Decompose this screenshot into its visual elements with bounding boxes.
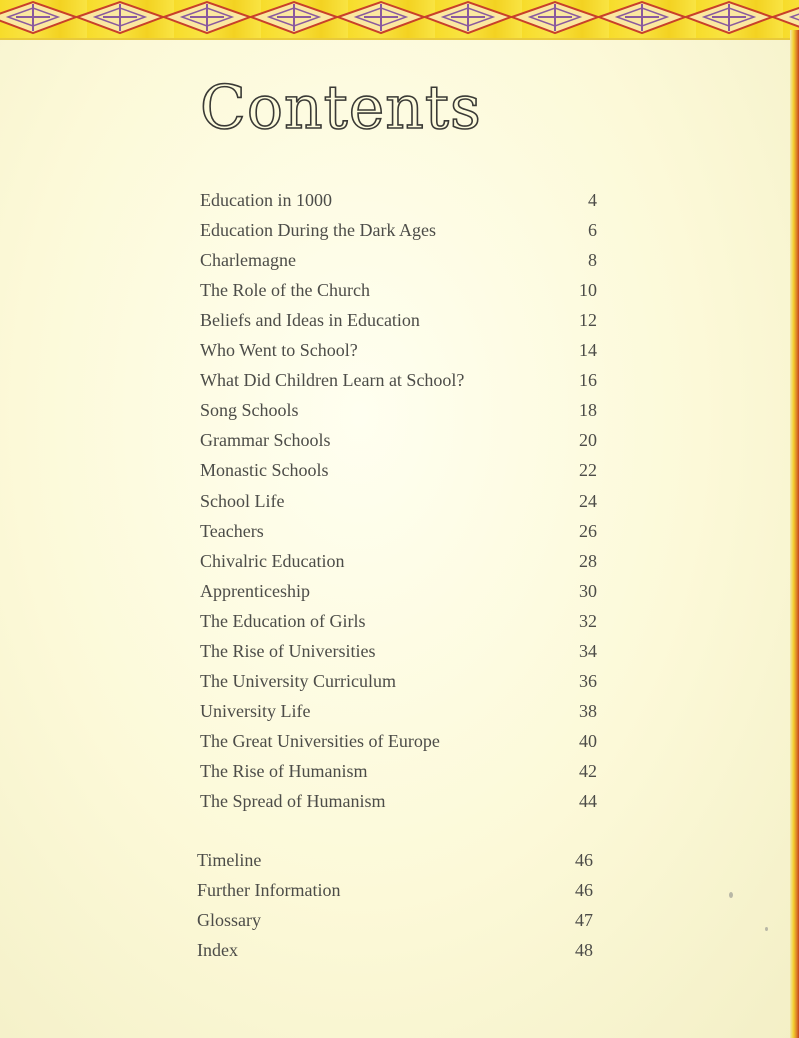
toc-entry-page: 12 bbox=[579, 310, 597, 331]
toc-entry-title: The Spread of Humanism bbox=[200, 791, 386, 811]
toc-entry bbox=[197, 937, 593, 963]
toc-entry-title: The Rise of Humanism bbox=[200, 760, 368, 781]
toc-entry bbox=[200, 457, 597, 483]
toc-entry-page: 30 bbox=[579, 580, 597, 601]
toc-entry-title: What Did Children Learn at School? bbox=[200, 370, 465, 391]
toc-entry-page: 36 bbox=[579, 670, 597, 691]
page-title: Contents bbox=[200, 73, 482, 143]
toc-entry-page: 44 bbox=[579, 791, 597, 811]
toc-entry-page: 40 bbox=[579, 730, 597, 751]
toc-entry bbox=[200, 367, 597, 393]
toc-entry-title: Timeline bbox=[197, 850, 262, 870]
toc-entry-page: 47 bbox=[575, 910, 593, 930]
toc-entry-page: 20 bbox=[579, 430, 597, 451]
toc-entry-page: 38 bbox=[579, 700, 597, 721]
toc-entry bbox=[200, 187, 597, 213]
toc-entry-page: 22 bbox=[579, 460, 597, 481]
toc-entry-title: University Life bbox=[200, 700, 311, 721]
toc-entry bbox=[200, 488, 597, 514]
toc-entry-page: 46 bbox=[575, 880, 593, 900]
toc-entry-page: 34 bbox=[579, 640, 597, 661]
toc-entry bbox=[200, 578, 597, 604]
toc-entry-page: 18 bbox=[579, 400, 597, 421]
toc-entry-page: 42 bbox=[579, 760, 597, 781]
toc-entry bbox=[200, 638, 597, 664]
paper-speck bbox=[729, 892, 733, 898]
toc-entry-title: Further Information bbox=[197, 880, 341, 900]
toc-entry bbox=[200, 427, 597, 453]
toc-entry-title: The Role of the Church bbox=[200, 280, 370, 301]
toc-entry-title: The Rise of Universities bbox=[200, 640, 376, 661]
toc-entry bbox=[200, 217, 597, 243]
toc-entry bbox=[200, 668, 597, 694]
toc-entry-title: Chivalric Education bbox=[200, 550, 345, 571]
toc-entry-page: 48 bbox=[575, 940, 593, 960]
toc-entry bbox=[200, 788, 597, 814]
toc-entry-page: 4 bbox=[588, 190, 597, 210]
toc-entry-title: Glossary bbox=[197, 910, 261, 930]
toc-entry-title: Teachers bbox=[200, 520, 264, 541]
toc-entry-page: 28 bbox=[579, 550, 597, 571]
toc-entry bbox=[200, 277, 597, 303]
toc-entry bbox=[200, 728, 597, 754]
paper-speck bbox=[765, 927, 768, 931]
toc-entry bbox=[200, 548, 597, 574]
toc-entry bbox=[200, 247, 597, 273]
toc-entry bbox=[200, 397, 597, 423]
toc-entry-page: 10 bbox=[579, 280, 597, 301]
toc-entry-title: The Great Universities of Europe bbox=[200, 730, 440, 751]
toc-entry-page: 8 bbox=[588, 250, 597, 271]
toc-entry-page: 6 bbox=[588, 220, 597, 241]
toc-entry-title: Education During the Dark Ages bbox=[200, 220, 436, 241]
toc-entry-title: Song Schools bbox=[200, 400, 299, 421]
toc-entry-title: Education in 1000 bbox=[200, 190, 332, 210]
toc-entry-title: The University Curriculum bbox=[200, 670, 396, 691]
toc-entry bbox=[200, 337, 597, 363]
toc-entry-title: School Life bbox=[200, 490, 285, 511]
toc-entry-title: The Education of Girls bbox=[200, 610, 366, 631]
toc-entry-title: Charlemagne bbox=[200, 250, 296, 271]
toc-entry bbox=[200, 698, 597, 724]
toc-entry-page: 24 bbox=[579, 490, 597, 511]
toc-entry-page: 32 bbox=[579, 610, 597, 631]
toc-entry-title: Index bbox=[197, 940, 238, 960]
toc-entry bbox=[197, 907, 593, 933]
toc-entry bbox=[200, 758, 597, 784]
toc-entry-title: Apprenticeship bbox=[200, 580, 310, 601]
toc-entry-page: 14 bbox=[579, 340, 597, 361]
toc-entry bbox=[197, 877, 593, 903]
toc-entry bbox=[200, 307, 597, 333]
toc-entry-page: 26 bbox=[579, 520, 597, 541]
toc-entry-title: Who Went to School? bbox=[200, 340, 358, 361]
toc-entry-title: Grammar Schools bbox=[200, 430, 331, 451]
toc-entry bbox=[197, 847, 593, 873]
toc-entry-page: 46 bbox=[575, 850, 593, 870]
toc-entry bbox=[200, 518, 597, 544]
toc-entry bbox=[200, 608, 597, 634]
toc-entry-title: Beliefs and Ideas in Education bbox=[200, 310, 420, 331]
toc-entry-page: 16 bbox=[579, 370, 597, 391]
toc-entry-title: Monastic Schools bbox=[200, 460, 329, 481]
